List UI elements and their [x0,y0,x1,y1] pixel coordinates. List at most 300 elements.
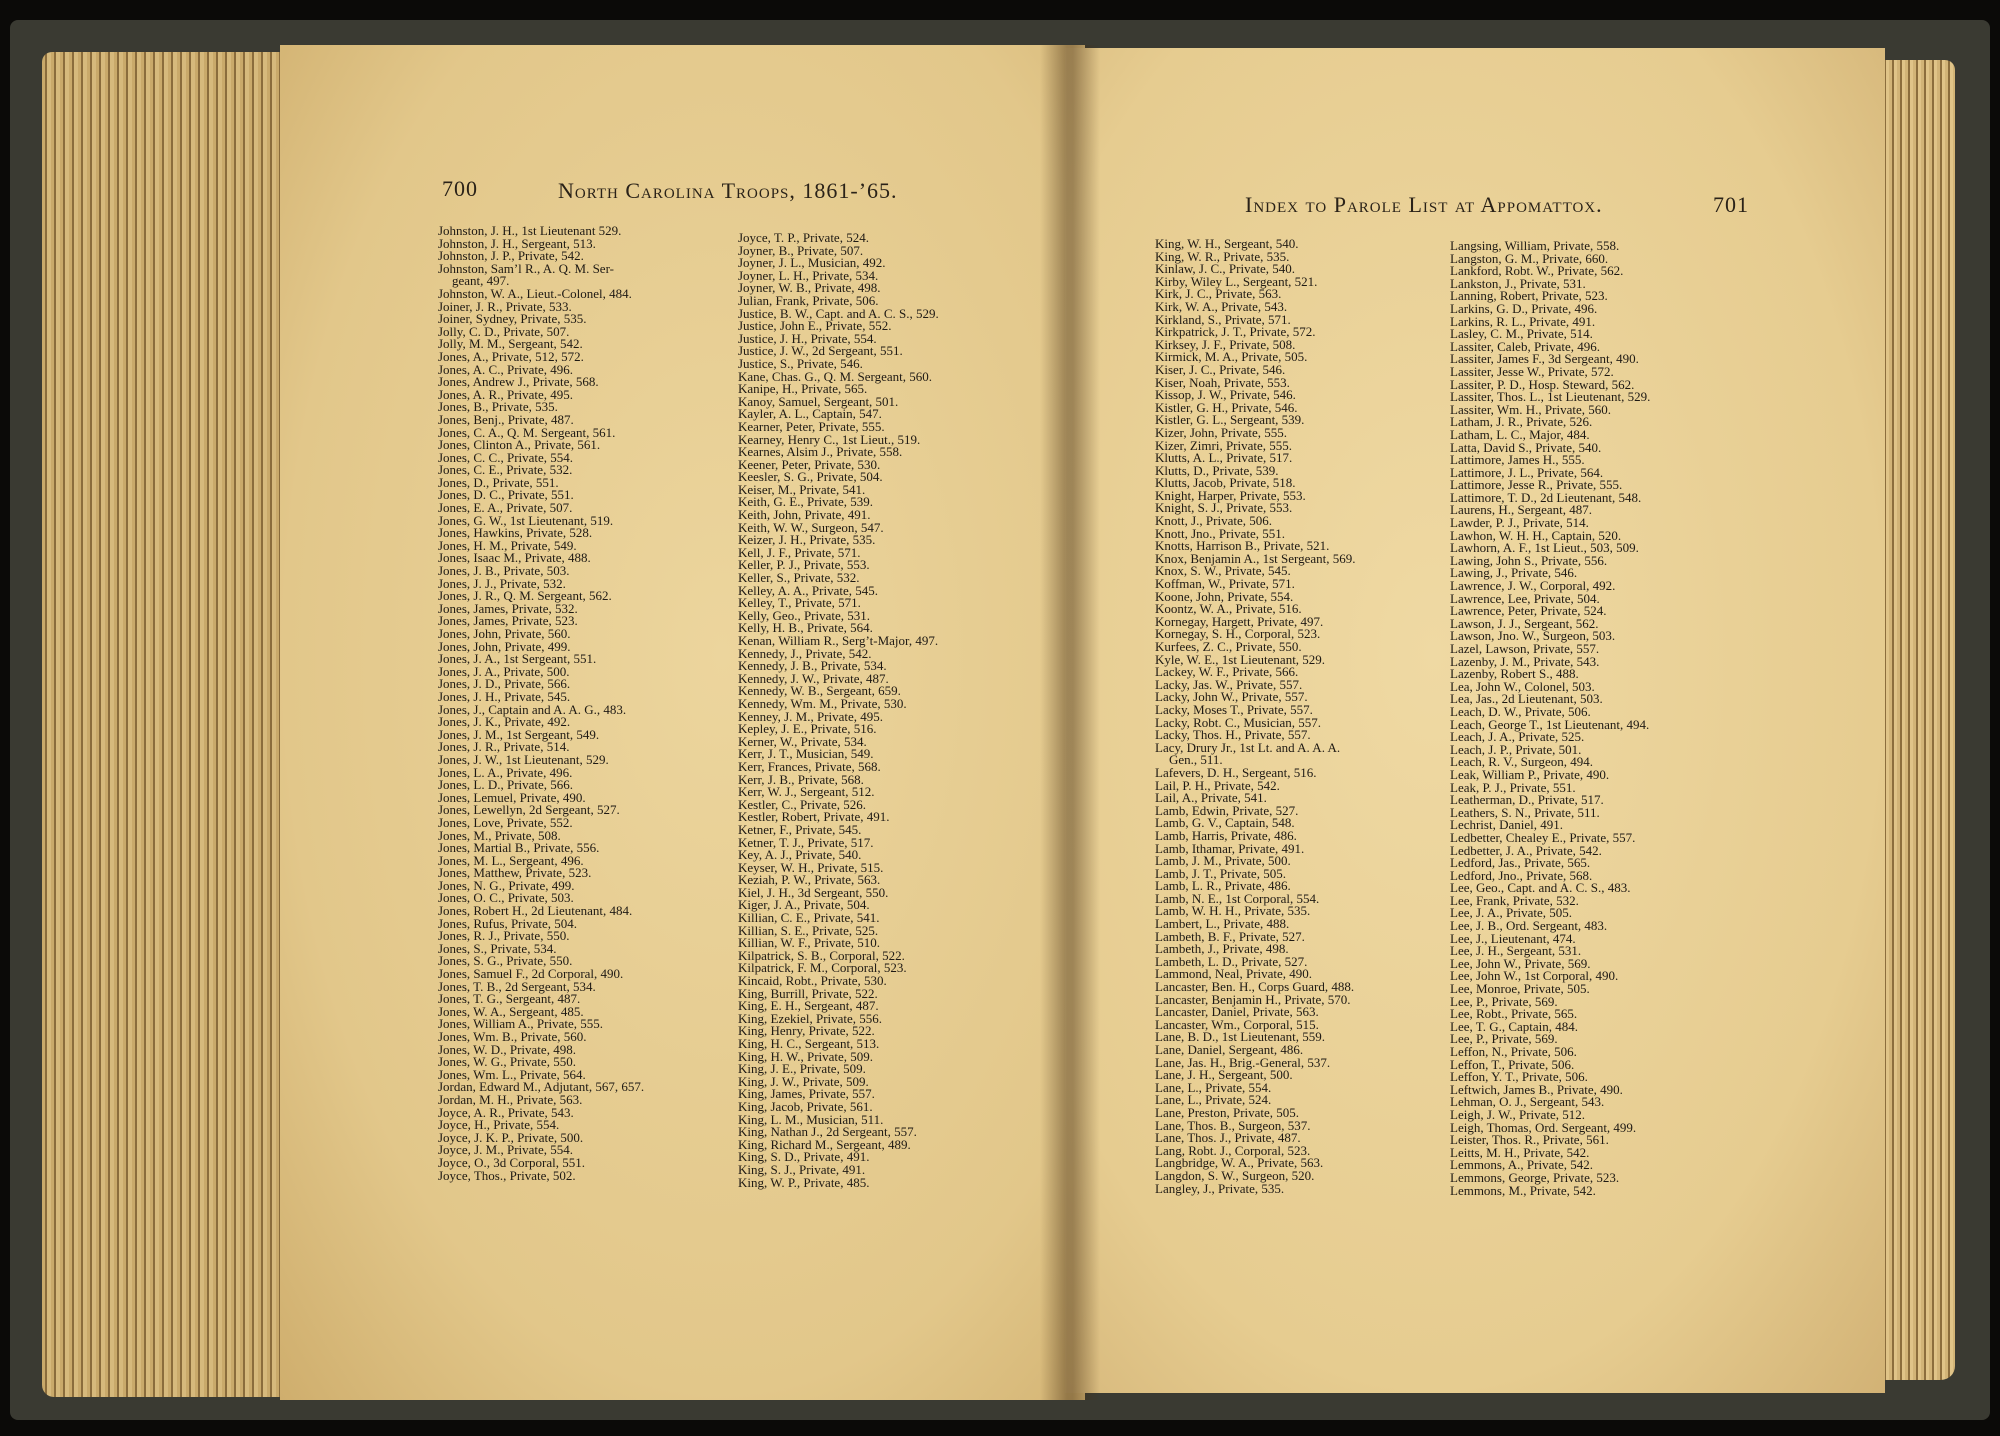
index-entry: King, James, Private, 557. [738,1086,875,1102]
index-entry: Kiger, J. A., Private, 504. [738,897,870,913]
index-entry: Jones, Wm. B., Private, 560. [438,1029,587,1044]
index-entry: Jones, B., Private, 535. [438,399,558,415]
index-entry: Lazenby, Robert S., 488. [1450,666,1579,682]
index-entry: Lamb, Edwin, Private, 527. [1155,802,1299,818]
index-entry: Jones, L. A., Private, 496. [438,764,573,780]
index-entry: Kerr, J. T., Musician, 549. [738,746,874,762]
index-entry: Lankston, J., Private, 531. [1450,275,1586,291]
index-entry: Lawing, John S., Private, 556. [1450,552,1608,568]
index-entry: Lane, J. H., Sergeant, 500. [1155,1067,1293,1083]
index-entry: Joyce, A. R., Private, 543. [438,1104,574,1120]
index-entry: Justice, B. W., Capt. and A. C. S., 529. [738,305,939,321]
index-entry: Knox, S. W., Private, 545. [1155,563,1291,579]
index-entry: Joyce, O., 3d Corporal, 551. [438,1154,585,1170]
index-entry: Jones, S., Private, 534. [438,940,557,956]
index-entry: Lambeth, B. F., Private, 527. [1155,928,1305,944]
index-entry: Knox, Benjamin A., 1st Sergeant, 569. [1155,550,1356,566]
index-entry: Leach, D. W., Private, 506. [1450,703,1591,719]
index-entry: Lee, P., Private, 569. [1450,993,1558,1009]
index-entry: Lee, Monroe, Private, 505. [1450,981,1590,997]
index-entry: Leach, R. V., Surgeon, 494. [1450,754,1593,770]
index-entry: Jones, W. D., Private, 498. [438,1041,576,1057]
index-entry: Lee, Robt., Private, 565. [1450,1006,1578,1022]
index-entry: King, W. H., Sergeant, 540. [1155,236,1299,251]
index-entry: Lane, Thos. J., Private, 487. [1155,1130,1301,1146]
index-entry: Kizer, Zimri, Private, 555. [1155,437,1293,453]
index-entry: Ledbetter, Chealey E., Private, 557. [1450,829,1636,845]
index-entry: Kizer, John, Private, 555. [1155,424,1287,440]
index-entry: Lacy, Drury Jr., 1st Lt. and A. A. A. [1155,739,1341,755]
index-entry: Laurens, H., Sergeant, 487. [1450,502,1593,518]
left-page-number: 700 [442,176,478,201]
index-entry: Jones, S. G., Private, 550. [438,953,573,969]
index-entry: Leitts, M. H., Private, 542. [1450,1144,1590,1160]
index-entry: Lane, Daniel, Sergeant, 486. [1155,1042,1304,1057]
index-entry: Lattimore, T. D., 2d Lieutenant, 548. [1450,489,1642,505]
index-entry: Jones, Clinton A., Private, 561. [438,437,601,453]
index-entry: Jones, R. J., Private, 550. [438,928,570,944]
index-entry: Lee, J. A., Private, 505. [1450,905,1573,921]
index-entry: Jones, Matthew, Private, 523. [438,865,592,881]
index-entry: Justice, S., Private, 546. [738,355,863,371]
index-entry: Joyce, J. K. P., Private, 500. [438,1129,584,1145]
index-entry: Jones, O. C., Private, 503. [438,890,574,906]
index-entry: Jones, Isaac M., Private, 488. [438,550,591,566]
index-entry: Lacky, John W., Private, 557. [1155,689,1308,705]
index-entry: Lail, A., Private, 541. [1155,790,1267,806]
index-entry: Koontz, W. A., Private, 516. [1155,601,1302,617]
index-entry: Lawrence, Lee, Private, 504. [1450,590,1600,606]
index-entry: Lehman, O. J., Sergeant, 543. [1450,1094,1605,1110]
index-column-1 [438,225,748,1182]
index-entry: Koffman, W., Private, 571. [1155,576,1295,592]
index-entry: Jones, D. C., Private, 551. [438,487,574,503]
index-entry: King, H. C., Sergeant, 513. [738,1036,880,1051]
index-entry: Jones, Rufus, Private, 504. [438,915,578,931]
index-entry: Lemmons, George, Private, 523. [1450,1169,1620,1185]
index-entry: Lee, Geo., Capt. and A. C. S., 483. [1450,880,1631,896]
index-entry: Lacky, Jas. W., Private, 557. [1155,676,1303,692]
index-entry: Kerr, J. B., Private, 568. [738,771,864,787]
index-entry: Jones, N. G., Private, 499. [438,877,575,893]
index-entry: Jones, Lemuel, Private, 490. [438,789,586,805]
index-entry: Jones, J. A., 1st Sergeant, 551. [438,651,597,667]
index-entry: Kerr, W. J., Sergeant, 512. [738,784,875,800]
index-entry: Jones, A. R., Private, 495. [438,386,574,402]
index-entry: Klutts, A. L., Private, 517. [1155,450,1293,466]
index-entry: Kiser, J. C., Private, 546. [1155,361,1286,377]
index-entry: Joyce, J. M., Private, 554. [438,1142,574,1158]
left-page-edges [42,52,292,1397]
index-entry: Leach, J. P., Private, 501. [1450,741,1582,757]
index-entry: Lacky, Thos. H., Private, 557. [1155,727,1311,743]
index-entry: Latham, J. R., Private, 526. [1450,414,1593,430]
index-entry: Kanipe, H., Private, 565. [738,381,868,397]
index-entry: Jones, John, Private, 499. [438,638,571,654]
index-entry: Lattimore, James H., 555. [1450,452,1585,468]
index-entry: Jones, J. H., Private, 545. [438,688,571,704]
index-entry: Joiner, J. R., Private, 533. [438,298,572,314]
index-entry: Lee, Frank, Private, 532. [1450,892,1579,908]
index-entry: Lassiter, Thos. L., 1st Lieutenant, 529. [1450,389,1651,405]
index-entry: Johnston, J. H., 1st Lieutenant 529. [438,223,622,238]
index-entry: Kirksey, J. F., Private, 508. [1155,336,1296,352]
index-entry: Keziah, P. W., Private, 563. [738,872,881,888]
index-entry: Langdon, S. W., Surgeon, 520. [1155,1167,1315,1183]
index-entry: Lee, P., Private, 569. [1450,1031,1558,1047]
index-entry: Jolly, C. D., Private, 507. [438,323,570,339]
index-entry: Latta, David S., Private, 540. [1450,439,1602,455]
index-entry: Lawder, P. J., Private, 514. [1450,515,1589,531]
index-entry: Ledford, Jno., Private, 568. [1450,867,1593,883]
index-entry: Kelley, A. A., Private, 545. [738,582,878,598]
index-entry: King, Burrill, Private, 522. [738,985,878,1001]
index-entry: Jones, Robert H., 2d Lieutenant, 484. [438,903,633,919]
index-entry: King, J. W., Private, 509. [738,1073,869,1089]
index-entry: Jones, A., Private, 512, 572. [438,348,584,364]
index-entry: Lanning, Robert, Private, 523. [1450,288,1608,304]
index-entry: King, Richard M., Sergeant, 489. [738,1136,911,1152]
index-entry: Lawson, Jno. W., Surgeon, 503. [1450,628,1616,644]
index-entry: Kinlaw, J. C., Private, 540. [1155,261,1295,277]
index-entry: Lafevers, D. H., Sergeant, 516. [1155,764,1317,780]
index-entry: Kearner, Peter, Private, 555. [738,418,885,434]
index-entry: Jones, J. A., Private, 500. [438,663,570,679]
index-entry: Lang, Robt. J., Corporal, 523. [1155,1142,1311,1158]
index-entry: Lane, L., Private, 524. [1155,1092,1272,1108]
index-entry: Lawrence, J. W., Corporal, 492. [1450,578,1616,594]
index-entry: Joyner, B., Private, 507. [738,242,864,258]
index-entry: Keith, G. E., Private, 539. [738,494,874,510]
index-entry: Leathers, S. N., Private, 511. [1450,804,1600,820]
index-entry: Lamb, W. H. H., Private, 535. [1155,903,1311,919]
index-column-4 [1450,240,1750,1197]
index-entry: Jones, A. C., Private, 496. [438,361,574,377]
index-entry: Keith, John, Private, 491. [738,507,871,523]
index-entry: Kepley, J. E., Private, 516. [738,721,877,737]
index-entry: Lassiter, James F., 3d Sergeant, 490. [1450,351,1639,367]
index-entry: Lazel, Lawson, Private, 557. [1450,641,1600,656]
index-entry: geant, 497. [452,273,510,289]
index-entry: Jordan, M. H., Private, 563. [438,1091,583,1107]
index-entry: Jones, H. M., Private, 549. [438,537,577,553]
index-entry: Lane, L., Private, 554. [1155,1079,1272,1095]
index-entry: Ledbetter, J. A., Private, 542. [1450,842,1602,858]
index-entry: Joyner, W. B., Private, 498. [738,280,881,296]
index-entry: Keizer, J. H., Private, 535. [738,532,876,548]
index-entry: Jones, J. K., Private, 492. [438,714,571,730]
index-entry: Joyner, L. H., Private, 534. [738,267,879,283]
index-entry: Lee, J., Lieutenant, 474. [1450,930,1576,946]
index-entry: Leach, George T., 1st Lieutenant, 494. [1450,716,1650,732]
index-entry: Lamb, Ithamar, Private, 491. [1155,840,1305,856]
index-entry: Ketner, F., Private, 545. [738,821,862,837]
index-entry: Lee, J. H., Sergeant, 531. [1450,943,1582,959]
index-entry: Key, A. J., Private, 540. [738,847,862,863]
index-entry: Leffon, N., Private, 506. [1450,1044,1577,1059]
index-entry: Lambeth, J., Private, 498. [1155,941,1289,957]
index-entry: Jones, Andrew J., Private, 568. [438,374,599,390]
index-entry: Jones, Love, Private, 552. [438,814,573,830]
index-entry: Kirkland, S., Private, 571. [1155,311,1291,327]
index-entry: Lechrist, Daniel, 491. [1450,817,1563,833]
index-entry: Jones, C. E., Private, 532. [438,462,573,478]
index-entry: Lawson, J. J., Sergeant, 562. [1450,615,1599,631]
index-entry: Jolly, M. M., Sergeant, 542. [438,336,583,352]
index-entry: Jones, J. R., Private, 514. [438,739,570,755]
index-entry: Larkins, R. L., Private, 491. [1450,313,1596,329]
index-entry: Johnston, W. A., Lieut.-Colonel, 484. [438,285,632,301]
index-entry: Kanoy, Samuel, Sergeant, 501. [738,393,899,409]
index-entry: Lamb, L. R., Private, 486. [1155,878,1291,894]
index-entry: Langsing, William, Private, 558. [1450,238,1620,253]
index-entry: Lawrence, Peter, Private, 524. [1450,603,1607,619]
index-entry: Jones, M. L., Sergeant, 496. [438,852,584,868]
index-entry: Lassiter, P. D., Hosp. Steward, 562. [1450,376,1635,392]
index-entry: Lane, Jas. H., Brig.-General, 537. [1155,1054,1331,1070]
index-entry: King, J. E., Private, 509. [738,1061,866,1077]
index-entry: Kirk, W. A., Private, 543. [1155,298,1288,314]
index-entry: Jones, Lewellyn, 2d Sergeant, 527. [438,802,620,818]
index-column-3 [1155,238,1455,1195]
index-entry: Leffon, Y. T., Private, 506. [1450,1069,1588,1085]
index-entry: Knott, J., Private, 506. [1155,513,1272,529]
index-entry: Kerr, Frances, Private, 568. [738,758,881,774]
index-entry: King, W. P., Private, 485. [738,1174,870,1190]
index-entry: Johnston, Sam’l R., A. Q. M. Ser- [438,260,614,276]
index-entry: Lancaster, Ben. H., Corps Guard, 488. [1155,979,1355,995]
index-entry: Lamb, J. T., Private, 505. [1155,865,1286,881]
index-entry: Lea, John W., Colonel, 503. [1450,678,1595,694]
index-entry: Julian, Frank, Private, 506. [738,292,879,308]
left-running-title-text: North Carolina Troops, 1861-’65. [558,178,898,203]
index-entry: Knight, S. J., Private, 553. [1155,500,1293,516]
index-entry: Jones, Samuel F., 2d Corporal, 490. [438,966,624,982]
index-entry: Kilpatrick, F. M., Corporal, 523. [738,960,907,976]
index-entry: Jones, E. A., Private, 507. [438,500,573,516]
index-entry: Jones, C. A., Q. M. Sergeant, 561. [438,424,616,440]
index-entry: Lane, B. D., 1st Lieutenant, 559. [1155,1029,1326,1045]
index-entry: Kyle, W. E., 1st Lieutenant, 529. [1155,651,1326,667]
index-entry: Joyce, H., Private, 554. [438,1117,560,1133]
index-entry: Joyce, T. P., Private, 524. [738,230,869,245]
index-entry: Jones, Martial B., Private, 556. [438,840,600,856]
index-entry: Lea, Jas., 2d Lieutenant, 503. [1450,691,1603,707]
index-entry: Lacky, Moses T., Private, 557. [1155,701,1313,717]
index-entry: Kurfees, Z. C., Private, 550. [1155,639,1302,654]
index-entry: Lattimore, J. L., Private, 564. [1450,464,1604,480]
index-entry: Lasley, C. M., Private, 514. [1450,326,1593,342]
index-entry: Lazenby, J. M., Private, 543. [1450,653,1600,669]
index-entry: Lankford, Robt. W., Private, 562. [1450,263,1624,279]
index-entry: Kirk, J. C., Private, 563. [1155,286,1282,302]
index-entry: Jones, J. J., Private, 532. [438,575,566,591]
index-entry: Keller, S., Private, 532. [738,570,860,586]
index-entry: Lee, John W., Private, 569. [1450,955,1591,971]
index-entry: Jones, J. B., Private, 503. [438,563,570,579]
index-entry: Keesler, S. G., Private, 504. [738,469,883,485]
index-entry: Jones, W. A., Sergeant, 485. [438,1003,584,1019]
index-entry: Kistler, G. L., Sergeant, 539. [1155,412,1305,428]
index-entry: King, Ezekiel, Private, 556. [738,1010,883,1026]
index-entry: Keyser, W. H., Private, 515. [738,859,884,875]
index-entry: Lane, Thos. B., Surgeon, 537. [1155,1117,1311,1133]
index-entry: Jones, J. M., 1st Sergeant, 549. [438,726,600,742]
index-entry: Kerner, W., Private, 534. [738,733,867,749]
left-running-title [558,178,898,204]
index-entry: Lassiter, Wm. H., Private, 560. [1450,401,1611,417]
index-entry: Klutts, Jacob, Private, 518. [1155,475,1296,491]
index-entry: Kistler, G. H., Private, 546. [1155,399,1298,415]
index-entry: Kelly, Geo., Private, 531. [738,607,871,623]
index-entry: Kennedy, W. B., Sergeant, 659. [738,683,901,699]
index-entry: Jones, James, Private, 532. [438,600,578,616]
index-entry: Leigh, Thomas, Ord. Sergeant, 499. [1450,1119,1637,1135]
index-entry: Jones, D., Private, 551. [438,474,559,490]
index-entry: Lacky, Robt. C., Musician, 557. [1155,714,1321,730]
index-entry: Kelley, T., Private, 571. [738,595,861,611]
index-entry: Lancaster, Benjamin H., Private, 570. [1155,991,1351,1007]
index-entry: Leffon, T., Private, 506. [1450,1056,1575,1072]
index-entry: Leatherman, D., Private, 517. [1450,792,1604,808]
index-entry: Jones, Hawkins, Private, 528. [438,525,593,541]
index-entry: Jones, C. C., Private, 554. [438,449,574,465]
index-entry: Kearnes, Alsim J., Private, 558. [738,444,903,460]
index-entry: Kestler, C., Private, 526. [738,796,867,812]
index-entry: Langley, J., Private, 535. [1155,1180,1285,1196]
index-entry: Johnston, J. P., Private, 542. [438,248,584,264]
index-entry: Kenney, J. M., Private, 495. [738,708,884,724]
index-entry: Keener, Peter, Private, 530. [738,456,881,472]
index-entry: King, Nathan J., 2d Sergeant, 557. [738,1124,917,1140]
index-entry: Lassiter, Jesse W., Private, 572. [1450,363,1614,379]
index-entry: Killian, C. E., Private, 541. [738,910,880,926]
index-entry: Keller, P. J., Private, 553. [738,557,870,573]
index-entry: Kelly, H. B., Private, 564. [738,620,873,636]
index-entry: Knotts, Harrison B., Private, 521. [1155,538,1330,554]
index-entry: Joyner, J. L., Musician, 492. [738,255,886,271]
index-entry: Joyce, Thos., Private, 502. [438,1167,576,1183]
index-entry: Klutts, D., Private, 539. [1155,462,1279,478]
index-entry: Kirby, Wiley L., Sergeant, 521. [1155,273,1318,289]
index-entry: Justice, J. H., Private, 554. [738,330,877,346]
right-running-title [1245,192,1603,218]
index-entry: Kennedy, J., Private, 542. [738,645,872,661]
index-entry: Lane, Preston, Private, 505. [1155,1104,1300,1120]
index-entry: Kornegay, S. H., Corporal, 523. [1155,626,1321,642]
index-entry: King, Jacob, Private, 561. [738,1098,873,1114]
index-entry: Jones, T. B., 2d Sergeant, 534. [438,978,596,994]
index-entry: Koone, John, Private, 554. [1155,588,1294,604]
index-entry: Jones, James, Private, 523. [438,613,578,629]
index-entry: King, Henry, Private, 522. [738,1023,875,1039]
index-entry: Leak, William P., Private, 490. [1450,766,1610,782]
index-entry: Lattimore, Jesse R., Private, 555. [1450,477,1623,493]
index-entry: Kirkpatrick, J. T., Private, 572. [1155,324,1316,340]
index-entry: Kenan, William R., Serg’t-Major, 497. [738,633,939,648]
index-entry: King, S. J., Private, 491. [738,1161,866,1177]
index-entry: Lambeth, L. D., Private, 527. [1155,953,1308,969]
index-entry: Leach, J. A., Private, 525. [1450,729,1585,745]
book-gutter [1040,45,1100,1400]
index-entry: Jones, William A., Private, 555. [438,1016,603,1032]
index-entry: Jones, T. G., Sergeant, 487. [438,991,581,1007]
right-running-title-text: Index to Parole List at Appomattox. [1245,192,1603,217]
index-entry: Justice, J. W., 2d Sergeant, 551. [738,343,903,359]
index-entry: Lee, John W., 1st Corporal, 490. [1450,968,1619,984]
index-entry: Jones, J. D., Private, 566. [438,676,571,692]
index-entry: Leftwich, James B., Private, 490. [1450,1081,1623,1097]
index-entry: Langston, G. M., Private, 660. [1450,250,1609,266]
index-entry: Kennedy, J. W., Private, 487. [738,670,889,686]
index-entry: Lancaster, Daniel, Private, 563. [1155,1004,1319,1020]
index-entry: Kennedy, J. B., Private, 534. [738,658,887,674]
index-entry: Jones, Benj., Private, 487. [438,411,574,427]
index-entry: Jones, Wm. L., Private, 564. [438,1066,586,1082]
index-entry: Jones, G. W., 1st Lieutenant, 519. [438,512,614,528]
index-entry: Kiel, J. H., 3d Sergeant, 550. [738,884,889,900]
index-entry: Kennedy, Wm. M., Private, 530. [738,695,907,711]
index-entry: Lail, P. H., Private, 542. [1155,777,1280,793]
index-entry: Kane, Chas. G., Q. M. Sergeant, 560. [738,368,933,384]
index-column-2 [738,232,1038,1189]
index-entry: Larkins, G. D., Private, 496. [1450,300,1598,316]
index-entry: Jones, L. D., Private, 566. [438,777,574,793]
index-entry: Jones, John, Private, 560. [438,626,571,641]
index-entry: Langbridge, W. A., Private, 563. [1155,1155,1324,1171]
index-entry: Lamb, N. E., 1st Corporal, 554. [1155,890,1320,906]
index-entry: Ledford, Jas., Private, 565. [1450,855,1591,871]
index-entry: King, W. R., Private, 535. [1155,248,1290,264]
index-entry: Leak, P. J., Private, 551. [1450,779,1576,795]
index-entry: Jordan, Edward M., Adjutant, 567, 657. [438,1079,645,1095]
index-entry: Lemmons, M., Private, 542. [1450,1182,1596,1198]
index-entry: Justice, John E., Private, 552. [738,318,892,334]
index-entry: Kincaid, Robt., Private, 530. [738,973,887,989]
index-entry: Lancaster, Wm., Corporal, 515. [1155,1016,1319,1032]
index-entry: Jones, J. W., 1st Lieutenant, 529. [438,751,609,767]
index-entry: Kayler, A. L., Captain, 547. [738,406,882,422]
index-entry: Lamb, G. V., Captain, 548. [1155,815,1295,831]
index-entry: Lamb, Harris, Private, 486. [1155,827,1297,843]
index-entry: Jones, M., Private, 508. [438,827,561,843]
index-entry: King, L. M., Musician, 511. [738,1111,884,1127]
index-entry: Kestler, Robert, Private, 491. [738,809,890,825]
index-entry: Kearney, Henry C., 1st Lieut., 519. [738,431,921,447]
index-entry: Ketner, T. J., Private, 517. [738,834,874,850]
index-entry: Latham, L. C., Major, 484. [1450,426,1590,442]
index-entry: King, E. H., Sergeant, 487. [738,998,879,1014]
index-entry: Leister, Thos. R., Private, 561. [1450,1132,1609,1148]
index-entry: Lawhon, W. H. H., Captain, 520. [1450,527,1622,543]
index-entry: Kilpatrick, S. B., Corporal, 522. [738,947,905,963]
index-entry: Lemmons, A., Private, 542. [1450,1157,1593,1173]
index-entry: Lambert, L., Private, 488. [1155,916,1290,932]
index-entry: Kornegay, Hargett, Private, 497. [1155,613,1324,629]
index-entry: Lammond, Neal, Private, 490. [1155,966,1313,982]
index-entry: Lassiter, Caleb, Private, 496. [1450,338,1601,354]
index-entry: Keith, W. W., Surgeon, 547. [738,519,884,535]
index-entry: Kissop, J. W., Private, 546. [1155,387,1296,403]
index-entry: Lee, J. B., Ord. Sergeant, 483. [1450,918,1608,934]
index-entry: Jones, W. G., Private, 550. [438,1054,576,1070]
index-entry: Jones, J. R., Q. M. Sergeant, 562. [438,588,612,604]
index-entry: Leigh, J. W., Private, 512. [1450,1106,1586,1122]
index-entry: Lawing, J., Private, 546. [1450,565,1578,581]
index-entry: Lee, T. G., Captain, 484. [1450,1018,1579,1034]
index-entry: Knight, Harper, Private, 553. [1155,487,1306,503]
index-entry: Killian, W. F., Private, 510. [738,935,880,951]
